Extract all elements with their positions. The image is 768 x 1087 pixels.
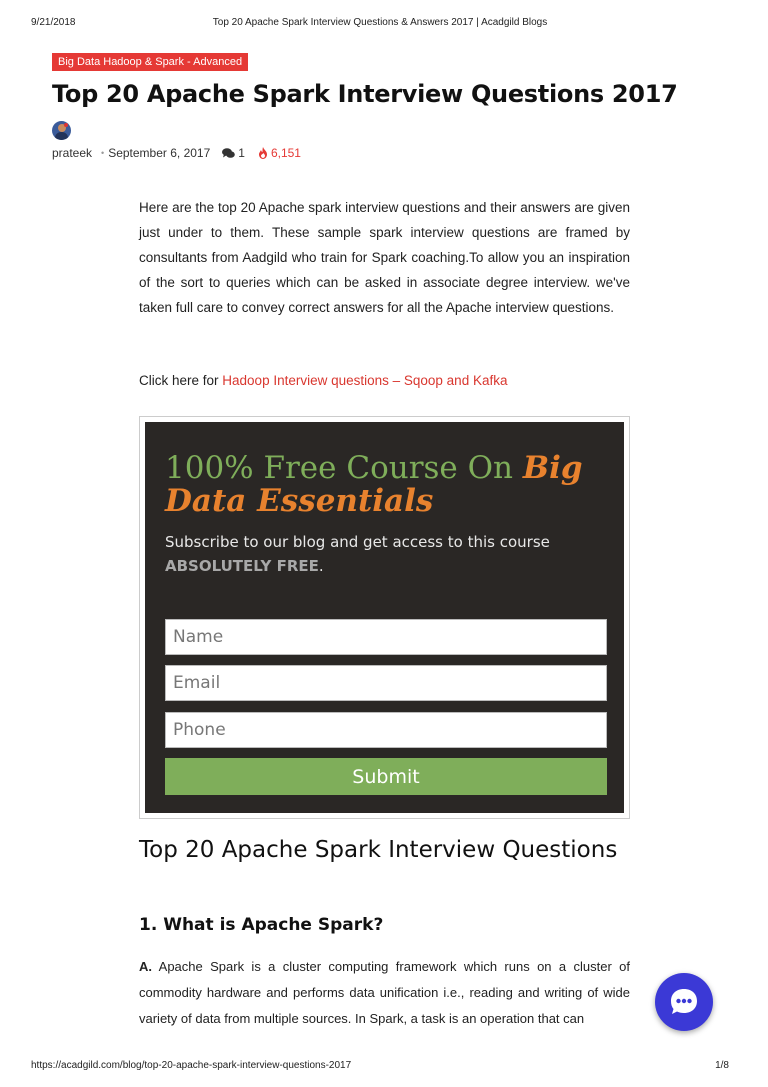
optin-subtext-plain: Subscribe to our blog and get access to this course xyxy=(165,533,550,551)
optin-subtext xyxy=(165,530,605,578)
comment-count[interactable] xyxy=(222,146,245,160)
optin-heading-emphasis: Big Data Essentials xyxy=(165,450,583,519)
optin-heading xyxy=(165,452,605,518)
comments-icon xyxy=(222,148,235,159)
author-avatar[interactable] xyxy=(52,121,71,140)
name-input[interactable] xyxy=(165,619,607,655)
print-footer xyxy=(31,1060,729,1074)
answer-1-text: Apache Spark is a cluster computing framework which runs on a cluster of commodity hardware and performs data unification i.e., reading and writing of wide variety of data from multiple sources. In Spark, a task is an operation that can xyxy=(139,959,630,1026)
post-meta xyxy=(52,146,301,160)
print-doc-title: Top 20 Apache Spark Interview Questions & Answers 2017 | Acadgild Blogs xyxy=(212,17,548,28)
optin-form-frame xyxy=(139,416,630,819)
print-page-number: 1/8 xyxy=(715,1060,729,1071)
print-header xyxy=(31,17,729,31)
question-1: 1. What is Apache Spark? xyxy=(139,915,384,935)
meta-separator: • xyxy=(101,148,105,158)
hadoop-interview-link[interactable]: Hadoop Interview questions – Sqoop and Kafka xyxy=(222,373,508,388)
phone-input[interactable] xyxy=(165,712,607,748)
optin-form xyxy=(145,422,624,813)
optin-subtext-strong: ABSOLUTELY FREE xyxy=(165,557,319,575)
section-title: Top 20 Apache Spark Interview Questions xyxy=(139,837,618,863)
chat-widget-button[interactable] xyxy=(655,973,713,1031)
fire-icon xyxy=(258,147,268,159)
submit-button[interactable]: Submit xyxy=(165,758,607,795)
view-count xyxy=(258,146,301,160)
email-input[interactable] xyxy=(165,665,607,701)
answer-label: A. xyxy=(139,959,152,974)
optin-heading-plain: 100% Free Course On xyxy=(165,450,523,486)
author-name[interactable]: prateek xyxy=(52,146,93,160)
post-date: September 6, 2017 xyxy=(108,146,211,160)
comment-count-value: 1 xyxy=(238,146,245,160)
view-count-value: 6,151 xyxy=(270,146,301,160)
chat-bubble-icon xyxy=(668,986,700,1018)
click-here-prefix: Click here for xyxy=(139,373,223,388)
optin-subtext-end: . xyxy=(318,557,324,575)
click-here-line xyxy=(139,370,630,392)
print-date: 9/21/2018 xyxy=(31,17,76,28)
print-url: https://acadgild.com/blog/top-20-apache-spark-interview-questions-2017 xyxy=(31,1060,352,1071)
post-title: Top 20 Apache Spark Interview Questions 2017 xyxy=(52,80,678,108)
category-badge[interactable]: Big Data Hadoop & Spark - Advanced xyxy=(52,53,248,71)
answer-1 xyxy=(139,954,630,1032)
intro-paragraph: Here are the top 20 Apache spark interview questions and their answers are given just under to them. These sample spark interview questions are framed by consultants from Aadgild who train for Spark coaching.To allow you an inspiration of the sort to queries which can be asked in associate degree interview. we've taken full care to convey correct answers for all the Apache interview questions. xyxy=(139,200,630,315)
